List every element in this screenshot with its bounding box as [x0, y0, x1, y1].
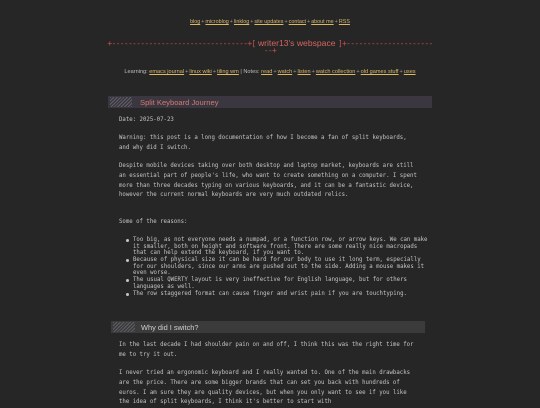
learning-label: Learning: [124, 69, 148, 75]
notes-separator: + [356, 69, 360, 75]
banner-line-2: --+ [263, 46, 277, 55]
notes-link-read[interactable]: read [261, 69, 273, 75]
nav-separator: + [284, 19, 288, 25]
notes-link-watch-collection[interactable]: watch collection [315, 69, 356, 75]
notes-separator: + [311, 69, 315, 75]
subsection-title: Why did I switch? [141, 322, 199, 332]
learning-bar [0, 69, 540, 75]
nav-link-contact[interactable]: contact [288, 19, 307, 25]
nav-separator: + [307, 19, 311, 25]
article-title: Split Keyboard Journey [140, 97, 219, 107]
learning-separator: + [212, 69, 217, 75]
learning-separator: + [185, 69, 189, 75]
article-date: Date: 2025-07-23 [119, 117, 174, 123]
reasons-list [125, 237, 433, 298]
notes-link-old-games-stuff[interactable]: old games stuff [360, 69, 399, 75]
list-item: Too big, as not everyone needs a numpad, or a function row, or arrow keys. We can make it smaller, both on height and software front. There are some really nice macropads that can help extend the keyboard, if you want to. [133, 237, 433, 257]
notes-link-uses[interactable]: uses [403, 69, 416, 75]
subsection-paragraph: In the last decade I had shoulder pain on and off, I think this was the right time for me to try it out. [119, 342, 414, 358]
list-item: The usual QWERTY layout is very ineffective for English language, but for others languages as well. [133, 277, 433, 290]
list-item: The row staggered format can cause finger and wrist pain if you are touchtyping. [133, 291, 433, 298]
subsection-header [111, 321, 425, 333]
nav-separator: + [334, 19, 338, 25]
top-navigation [0, 19, 540, 25]
hatch-pattern-icon [110, 97, 132, 107]
nav-link-about-me[interactable]: about me [311, 19, 334, 25]
learning-link-linux-wiki[interactable]: linux wiki [189, 69, 212, 75]
banner-right-rule: ]+--------------------- [337, 39, 433, 48]
notes-link-watch[interactable]: watch [277, 69, 293, 75]
nav-separator: + [250, 19, 254, 25]
hatch-pattern-icon [113, 322, 135, 332]
reasons-heading: Some of the reasons: [119, 219, 188, 225]
nav-separator: + [229, 19, 233, 25]
notes-separator: + [293, 69, 297, 75]
site-title-link[interactable]: writer13's webspace [255, 38, 338, 48]
nav-link-rss[interactable]: RSS [338, 19, 350, 25]
notes-link-listen[interactable]: listen [297, 69, 311, 75]
list-item: Because of physical size it can be hard for our body to use it long term, especially for our shoulders, since our arms are pushed out to the side. Adding a mouse makes it even worse. [133, 257, 433, 277]
nav-link-blog[interactable]: blog [190, 19, 201, 25]
nav-link-microblog[interactable]: microblog [205, 19, 229, 25]
notes-separator: + [273, 69, 277, 75]
site-banner [0, 38, 540, 55]
learning-link-tiling-wm[interactable]: tiling wm [217, 69, 239, 75]
nav-separator: + [201, 19, 205, 25]
learning-link-emacs-journal[interactable]: emacs journal [149, 69, 185, 75]
article-intro-paragraph: Despite mobile devices taking over both desktop and laptop market, keyboards are still an essential part of people's life, who want to create something on a computer. I spent more than three decades typing on various keyboards, and it can be a fantastic device, however the current normal keyboards are very much outdated relics. [119, 163, 417, 199]
notes-label: | Notes: [240, 69, 260, 75]
nav-link-linklog[interactable]: linklog [233, 19, 250, 25]
nav-link-site-updates[interactable]: site updates [254, 19, 284, 25]
article-title-header [108, 96, 432, 108]
article-warning: Warning: this post is a long documentation of how I become a fan of split keyboards, and why did I switch. [119, 135, 407, 151]
notes-separator: + [399, 69, 403, 75]
subsection-paragraph: I never tried an ergonomic keyboard and I really wanted to. One of the main drawbacks are the price. There are some bigger brands that can set you back with hundreds of euros. I am sure they are quality devices, but when you only want to see if you like the idea of split keyboards, I think it's better to start with [119, 370, 411, 406]
banner-left-rule: +---------------------------------+[ [107, 39, 256, 48]
